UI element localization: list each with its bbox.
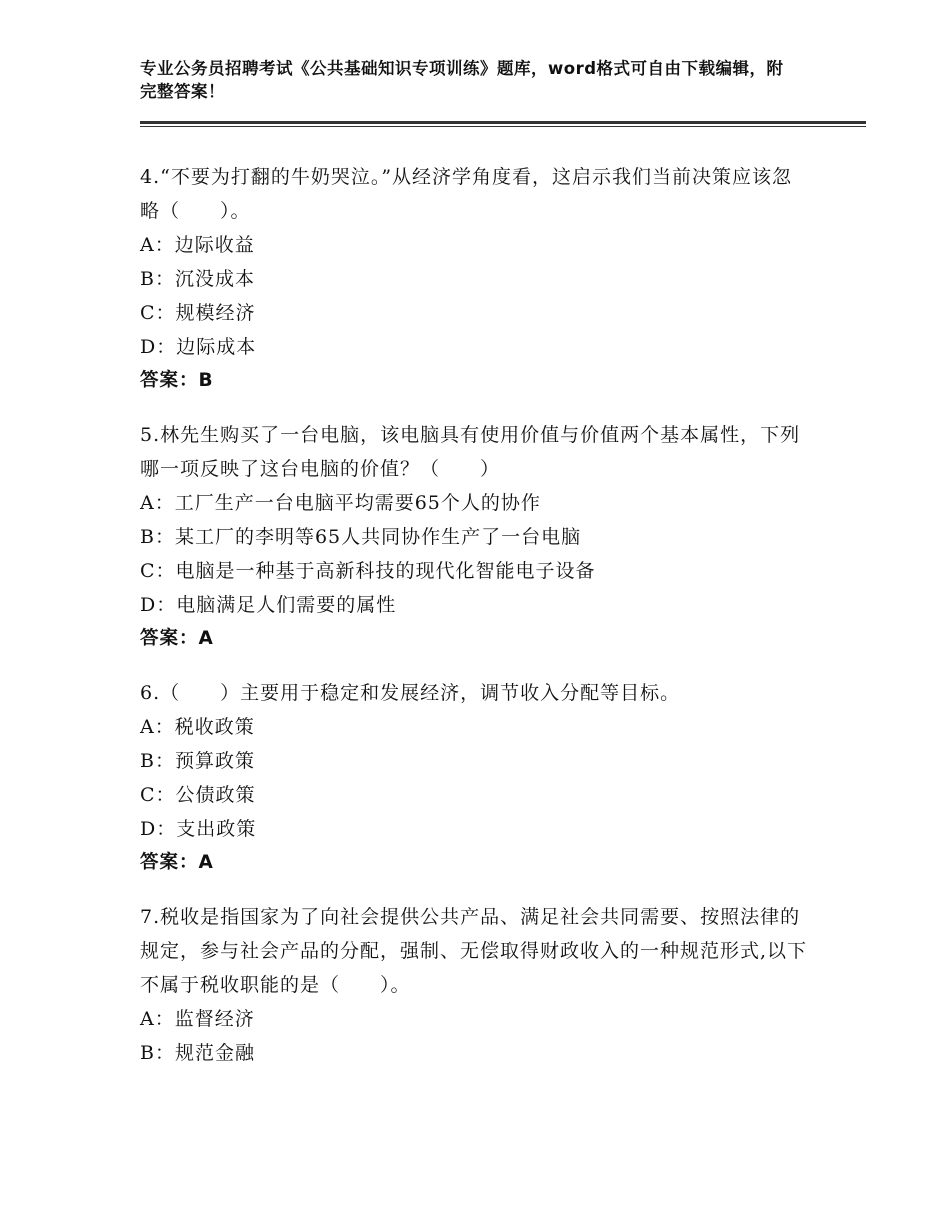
answer-label: 答案：A <box>140 852 214 873</box>
question-4 <box>140 160 810 398</box>
question-stem: 7.税收是指国家为了向社会提供公共产品、满足社会共同需要、按照法律的规定，参与社会产品的分配，强制、无偿取得财政收入的一种规范形式,以下不属于税收职能的是（ ）。 <box>140 906 808 996</box>
option-b: B：沉没成本 <box>140 268 255 290</box>
option-a: A：监督经济 <box>140 1008 255 1030</box>
option-a: A：边际收益 <box>140 234 255 256</box>
answer-label: 答案：B <box>140 370 214 391</box>
question-stem: 6.（ ）主要用于稳定和发展经济，调节收入分配等目标。 <box>140 682 681 704</box>
option-d: D：边际成本 <box>140 336 257 358</box>
option-b: B：规范金融 <box>140 1042 255 1064</box>
option-c: C：公债政策 <box>140 784 256 806</box>
option-c: C：规模经济 <box>140 302 256 324</box>
answer-label: 答案：A <box>140 628 214 649</box>
question-5 <box>140 418 810 656</box>
option-c: C：电脑是一种基于高新科技的现代化智能电子设备 <box>140 560 596 582</box>
option-a: A：税收政策 <box>140 716 255 738</box>
question-6 <box>140 676 810 880</box>
option-a: A：工厂生产一台电脑平均需要65个人的协作 <box>140 492 541 514</box>
header-rule <box>140 121 866 124</box>
question-7 <box>140 900 810 1070</box>
question-stem: 4.“不要为打翻的牛奶哭泣。”从经济学角度看，这启示我们当前决策应该忽略（ ）。 <box>140 166 793 222</box>
option-b: B：预算政策 <box>140 750 255 772</box>
option-b: B：某工厂的李明等65人共同协作生产了一台电脑 <box>140 526 582 548</box>
question-stem: 5.林先生购买了一台电脑，该电脑具有使用价值与价值两个基本属性，下列哪一项反映了这台电脑的价值？（ ） <box>140 424 801 480</box>
header-rule-thin <box>140 126 866 127</box>
option-d: D：支出政策 <box>140 818 257 840</box>
document-header: 专业公务员招聘考试《公共基础知识专项训练》题库，word格式可自由下载编辑，附完整答案！ <box>140 59 784 101</box>
question-list <box>140 160 810 1090</box>
option-d: D：电脑满足人们需要的属性 <box>140 594 397 616</box>
